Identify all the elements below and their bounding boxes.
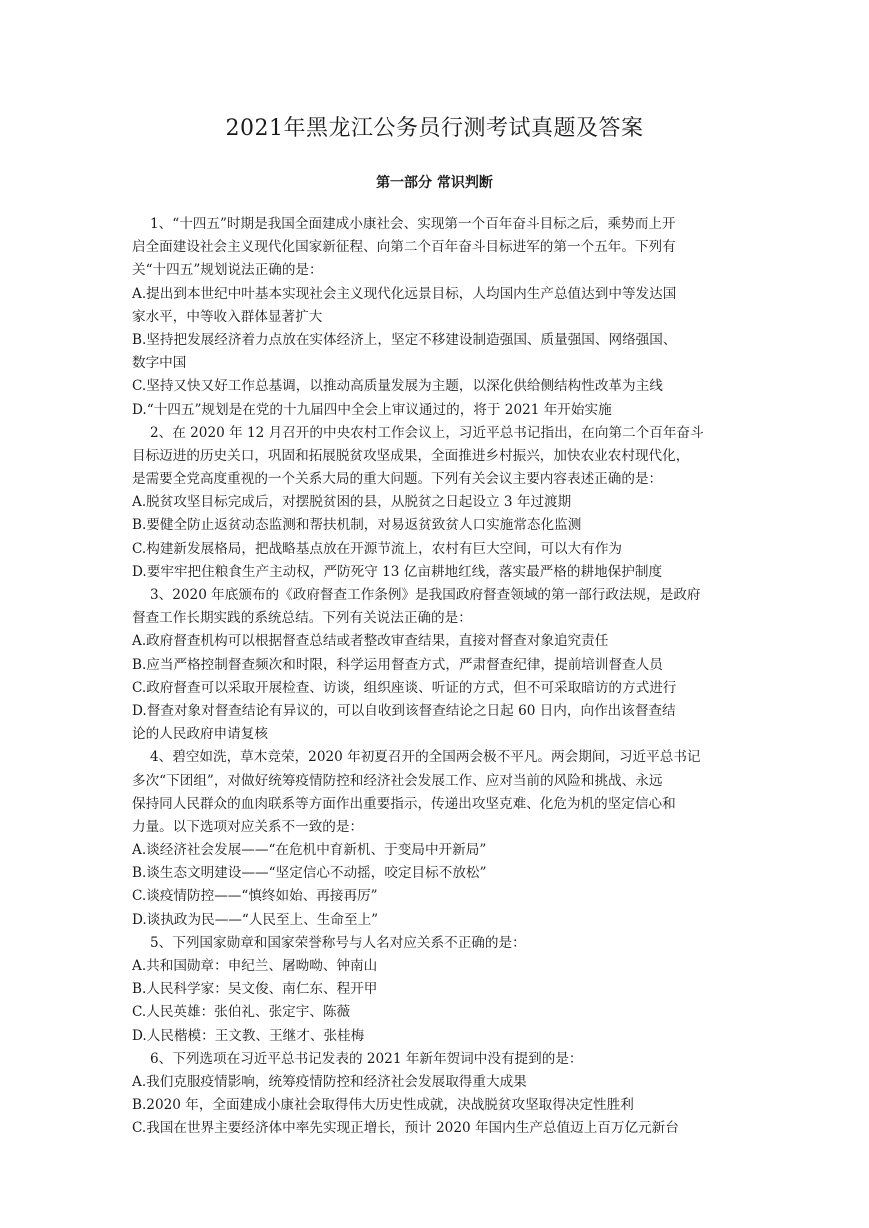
option-line: C.我国在世界主要经济体中率先实现正增长，预计 2020 年国内生产总值迈上百万亿元新台 <box>132 1120 679 1137</box>
option-line: B.坚持把发展经济着力点放在实体经济上，坚定不移建设制造强国、质量强国、网络强国、 <box>132 331 677 348</box>
question-2-line-3: 是需要全党高度重视的一个关系大局的重大问题。下列有关会议主要内容表述正确的是： <box>132 471 663 488</box>
option-line: C.构建新发展格局，把战略基点放在开源节流上，农村有巨大空间，可以大有作为 <box>132 540 623 557</box>
question-1-line-3: 关“十四五”规划说法正确的是： <box>132 262 323 279</box>
question-3-line-1: 3、2020 年底颁布的《政府督查工作条例》是我国政府督查领域的第一部行政法规，是政府 <box>150 587 701 603</box>
option-line: A.脱贫攻坚目标完成后，对摆脱贫困的县，从脱贫之日起设立 3 年过渡期 <box>132 494 572 511</box>
question-3-line-2: 督查工作长期实践的系统总结。下列有关说法正确的是： <box>132 610 472 627</box>
option-line: C.政府督查可以采取开展检查、访谈，组织座谈、听证的方式，但不可采取暗访的方式进行 <box>132 679 677 696</box>
option-line: 数字中国 <box>132 355 187 372</box>
option-line: B.2020 年，全面建成小康社会取得伟大历史性成就，决战脱贫攻坚取得决定性胜利 <box>132 1097 634 1114</box>
question-2-line-1: 2、在 2020 年 12 月召开的中央农村工作会议上，习近平总书记指出，在向第二个百年奋斗 <box>150 424 704 441</box>
question-4-line-4: 力量。以下选项对应关系不一致的是： <box>132 818 364 835</box>
option-line: C.谈疫情防控——“慎终如始、再接再厉” <box>132 888 378 905</box>
body-text <box>132 213 740 1141</box>
question-4-line-2: 多次“下团组”，对做好统筹疫情防控和经济社会发展工作、应对当前的风险和挑战、永远 <box>132 772 663 789</box>
option-line: A.政府督查机构可以根据督查总结或者整改审查结果，直接对督查对象追究责任 <box>132 633 609 650</box>
option-line: A.提出到本世纪中叶基本实现社会主义现代化远景目标，人均国内生产总值达到中等发达国 <box>132 285 677 302</box>
question-5-line-1: 5、下列国家勋章和国家荣誉称号与人名对应关系不正确的是： <box>150 934 526 951</box>
option-line: D.督查对象对督查结论有异议的，可以自收到该督查结论之日起 60 日内，向作出该督查结 <box>132 702 676 719</box>
option-line: D.“十四五”规划是在党的十九届四中全会上审议通过的，将于 2021 年开始实施 <box>132 401 612 418</box>
option-line: C.人民英雄：张伯礼、张定宇、陈薇 <box>132 1004 351 1021</box>
question-1-line-2: 启全面建设社会主义现代化国家新征程、向第二个百年奋斗目标进军的第一个五年。下列有 <box>132 239 676 256</box>
option-line: D.人民楷模：王文教、王继才、张桂梅 <box>132 1027 365 1044</box>
option-line: B.谈生态文明建设——“坚定信心不动摇，咬定目标不放松” <box>132 865 487 882</box>
question-2-line-2: 目标迈进的历史关口，巩固和拓展脱贫攻坚成果，全面推进乡村振兴，加快农业农村现代化， <box>132 447 690 464</box>
option-line: 论的人民政府申请复核 <box>132 726 268 743</box>
question-1-line-1: 1、“十四五”时期是我国全面建成小康社会、实现第一个百年奋斗目标之后，乘势而上开 <box>150 216 676 232</box>
document-title: 2021年黑龙江公务员行测考试真题及答案 <box>225 116 644 141</box>
option-line: D.要牢牢把住粮食生产主动权，严防死守 13 亿亩耕地红线，落实最严格的耕地保护制度 <box>132 563 663 580</box>
option-line: D.谈执政为民——“人民至上、生命至上” <box>132 911 379 928</box>
question-6-line-1: 6、下列选项在习近平总书记发表的 2021 年新年贺词中没有提到的是： <box>150 1050 583 1067</box>
option-line: C.坚持又快又好工作总基调，以推动高质量发展为主题，以深化供给侧结构性改革为主线 <box>132 378 663 395</box>
option-line: B.要健全防止返贫动态监测和帮扶机制，对易返贫致贫人口实施常态化监测 <box>132 517 582 534</box>
option-line: A.我们克服疫情影响，统筹疫情防控和经济社会发展取得重大成果 <box>132 1073 527 1090</box>
option-line: 家水平，中等收入群体显著扩大 <box>132 308 323 325</box>
option-line: B.人民科学家：吴文俊、南仁东、程开甲 <box>132 981 378 998</box>
option-line: A.共和国勋章：申纪兰、屠呦呦、钟南山 <box>132 958 378 974</box>
question-4-line-1: 4、碧空如洗，草木竞荣，2020 年初夏召开的全国两会极不平凡。两会期间，习近平总书记 <box>150 749 701 766</box>
section-heading: 第一部分 常识判断 <box>376 175 493 191</box>
option-line: A.谈经济社会发展——“在危机中育新机、于变局中开新局” <box>132 842 487 859</box>
option-line: B.应当严格控制督查频次和时限，科学运用督查方式，严肃督查纪律，提前培训督查人员 <box>132 656 663 673</box>
question-4-line-3: 保持同人民群众的血肉联系等方面作出重要指示，传递出攻坚克难、化危为机的坚定信心和 <box>132 795 676 812</box>
